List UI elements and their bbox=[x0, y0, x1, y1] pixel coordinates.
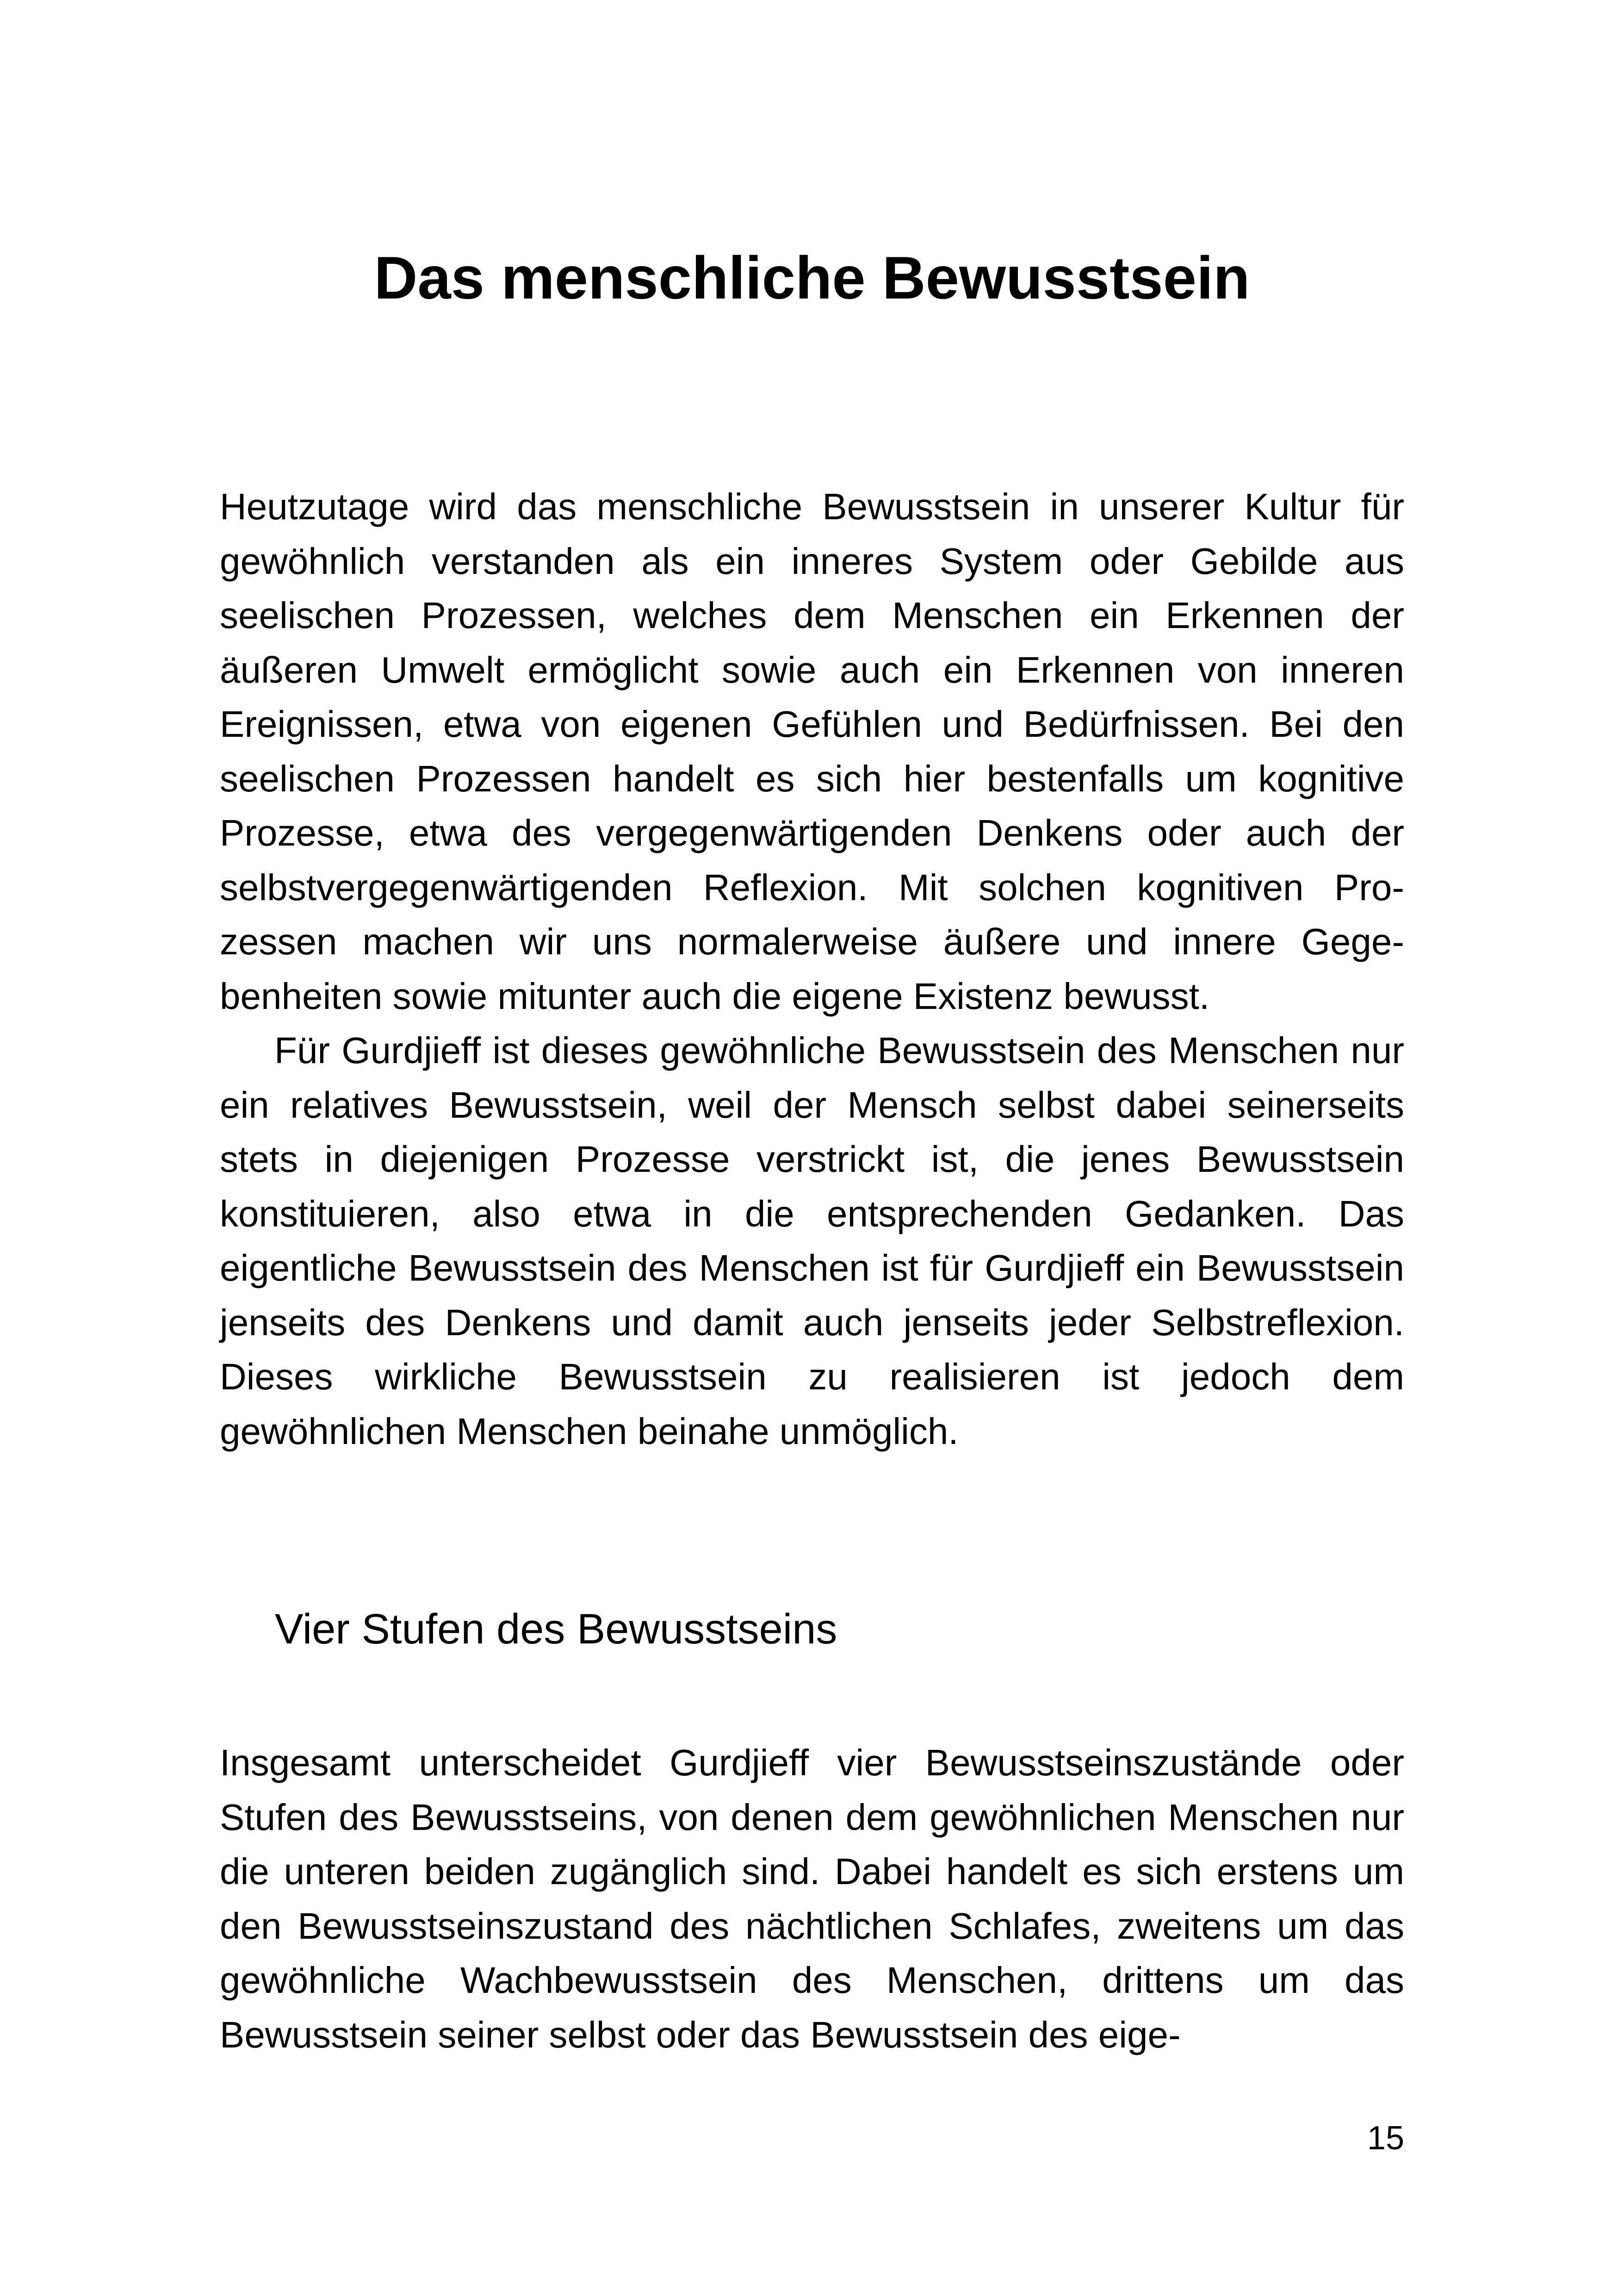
intro-text-block bbox=[220, 479, 1404, 1458]
stages-paragraph-1: Insgesamt unterscheidet Gurdjieff vier Bewusstseinszustände oder Stufen des Bewusstseins, von denen dem gewöhnlichen Menschen nur die unteren beiden zugänglich sind. Dabei handelt es sich erstens um den Bewusstseinszustand des nächtlichen Schlafes, zweitens um das gewöhnliche Wachbewusstsein des Menschen, drittens um das Bewusstsein seiner selbst oder das Bewusstsein des eige- bbox=[220, 1742, 1404, 2055]
page-number: 15 bbox=[1367, 2120, 1404, 2157]
stages-text-block bbox=[220, 1736, 1404, 2062]
intro-paragraph-2: Für Gurdjieff ist dieses gewöhnliche Bewusstsein des Menschen nur ein relatives Bewusstsein, weil der Mensch selbst dabei seinerseits stets in diejenigen Prozesse verstrickt ist, die jenes Bewusstsein konstituieren, also etwa in die entsprechenden Gedanken. Das eigentliche Bewusstsein des Menschen ist für Gurdjieff ein Bewusstsein jenseits des Denkens und damit auch jenseits jeder Selbstreflexion. Dieses wirkliche Bewusstsein zu realisieren ist jedoch dem gewöhnlichen Menschen beinahe unmöglich. bbox=[220, 1030, 1404, 1452]
section-heading: Vier Stufen des Bewusstseins bbox=[275, 1605, 837, 1653]
chapter-title: Das menschliche Bewusstsein bbox=[374, 244, 1250, 311]
intro-paragraph-1: Heutzutage wird das menschliche Bewusstsein in unserer Kultur für gewöhnlich verstanden als ein inneres System oder Gebilde aus seelischen Prozessen, welches dem Menschen ein Erkennen der äußeren Umwelt ermöglicht sowie auch ein Erkennen von inneren Ereignissen, etwa von eigenen Gefühlen und Bedürfnissen. Bei den seelischen Prozessen handelt es sich hier bestenfalls um kognitive Prozesse, etwa des vergegenwärtigenden Denkens oder auch der selbstvergegenwärtigenden Reflexion. Mit solchen kognitiven Prozessen machen wir uns normalerweise äußere und innere Gegebenheiten sowie mitunter auch die eigene Existenz bewusst. bbox=[220, 486, 1404, 1017]
